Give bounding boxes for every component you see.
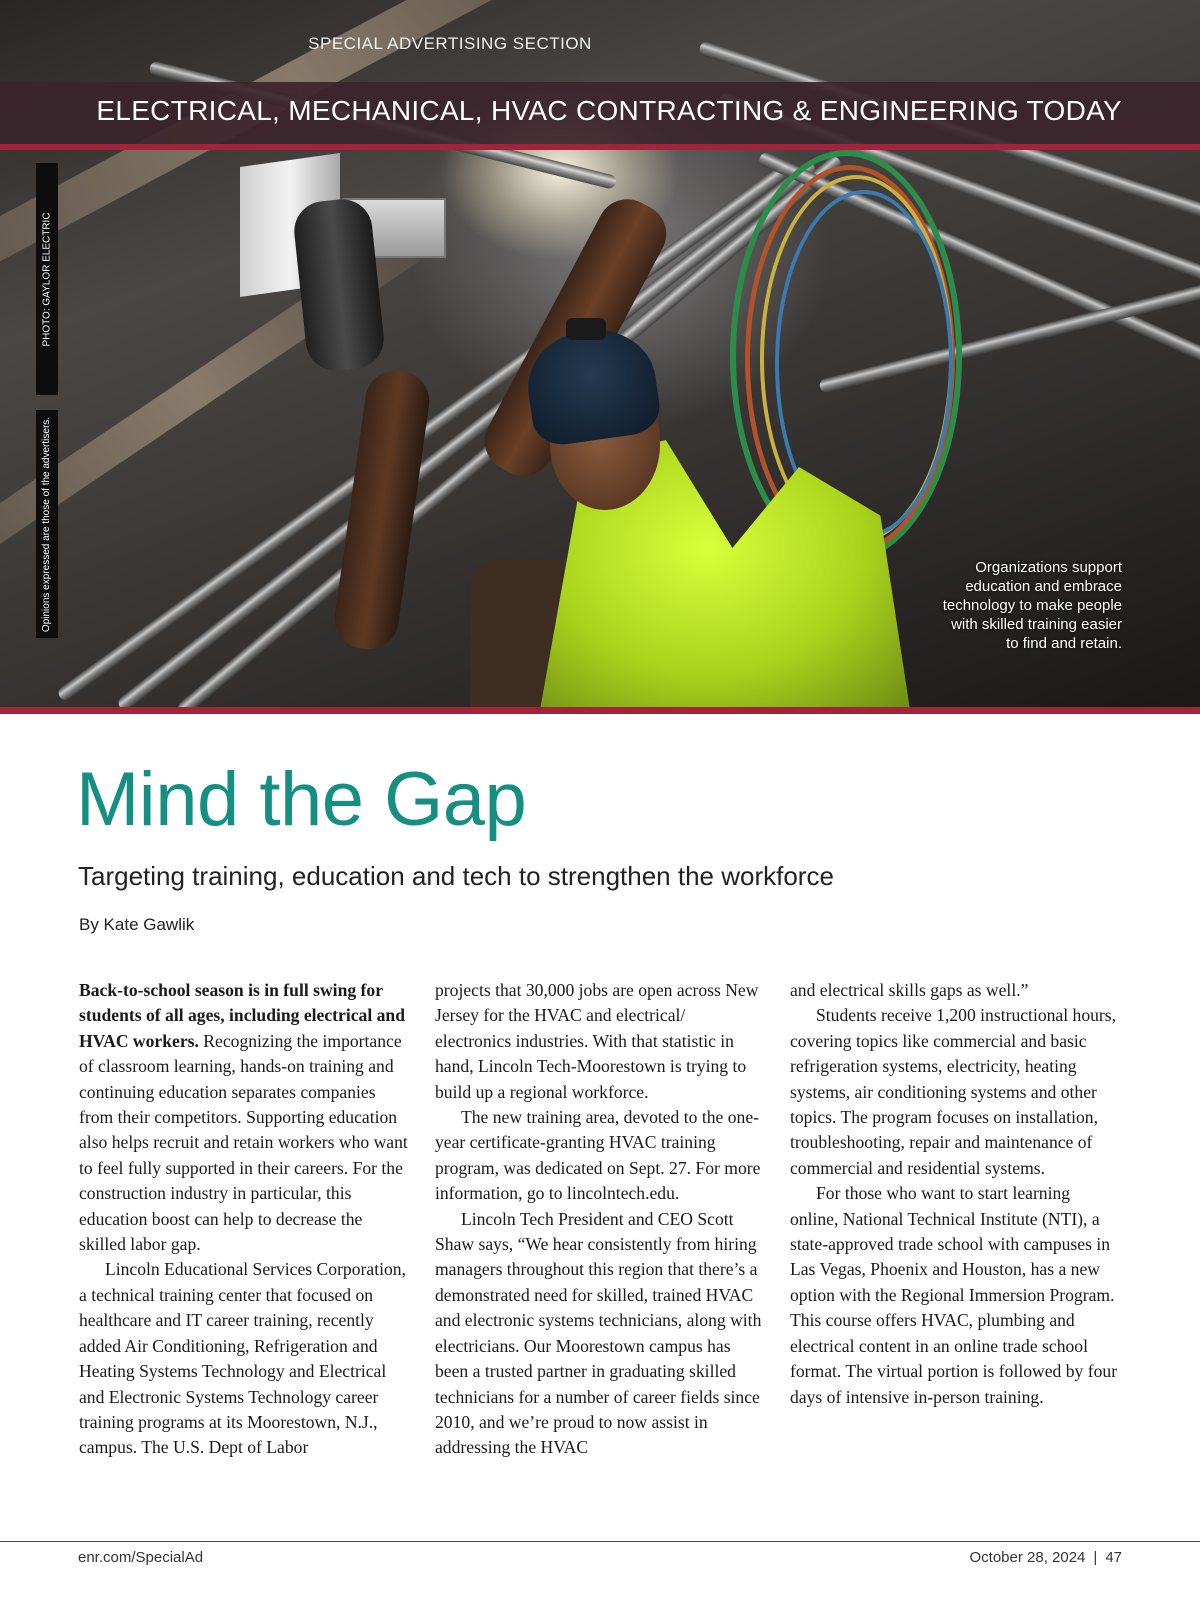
page-number: 47 <box>1105 1549 1122 1566</box>
photo-credit-tag <box>36 163 58 395</box>
photo-caption: Organizations support education and embrace technology to make people with skilled training easier to find and retain. <box>942 559 1122 652</box>
paragraph: The new training area, devoted to the one-year certificate-granting HVAC training program, was dedicated on Sept. 27. For more information, go to lincolntech.edu. <box>435 1107 761 1204</box>
article-column-1 <box>79 978 409 1461</box>
banner-title: ELECTRICAL, MECHANICAL, HVAC CONTRACTING & ENGINEERING TODAY <box>96 95 1122 126</box>
issue-date: October 28, 2024 <box>969 1549 1086 1566</box>
section-label: SPECIAL ADVERTISING SECTION <box>308 34 592 53</box>
article-headline: Mind the Gap <box>76 757 527 842</box>
paragraph: projects that 30,000 jobs are open across New Jersey for the HVAC and electrical/ electronics industries. With that statistic in hand, Lincoln Tech-Moorestown is trying to build up a regional workforce. <box>435 980 759 1102</box>
paragraph-text: Recognizing the importance of classroom learning, hands-on training and continuing education separates companies from their competitors. Supporting education also helps recruit and retain workers who want to feel fully supported in their careers. For the construction industry in particular, this education boost can help to decrease the skilled labor gap. <box>79 1030 408 1255</box>
footer-url[interactable]: enr.com/SpecialAd <box>78 1549 204 1566</box>
article-column-3 <box>790 978 1122 1410</box>
disclaimer-tag <box>36 410 58 638</box>
headlamp <box>566 318 606 340</box>
paragraph: Students receive 1,200 instructional hours, covering topics like commercial and basic refrigeration systems, electricity, heating systems, air conditioning systems and other topics. The program focuses on installation, troubleshooting, repair and maintenance of commercial and residential systems. <box>790 1005 1117 1178</box>
photo-credit: PHOTO: GAYLOR ELECTRIC <box>41 211 53 347</box>
article-byline: By Kate Gawlik <box>79 915 195 934</box>
footer-separator: | <box>1093 1549 1098 1566</box>
section-banner <box>0 82 1200 144</box>
footer-page-info <box>969 1549 1122 1566</box>
disclaimer-text: Opinions expressed are those of the advertisers. <box>41 416 53 632</box>
paragraph: and electrical skills gaps as well.” <box>790 980 1029 1000</box>
article-column-2 <box>435 978 765 1461</box>
photo-bottom-rule <box>0 707 1200 714</box>
article-subhead: Targeting training, education and tech to strengthen the workforce <box>78 861 834 891</box>
paragraph <box>79 978 409 1257</box>
lead-in: Back-to-school season is in full swing for students of all ages, including electrical and HVAC workers. <box>79 980 405 1051</box>
hero-photo <box>0 0 1200 708</box>
paragraph: Lincoln Educational Services Corporation, a technical training center that focused on healthcare and IT career training, recently added Air Conditioning, Refrigeration and Heating Systems Technology and Electrical and Electronic Systems Technology career training programs at its Moorestown, N.J., campus. The U.S. Dept of Labor <box>79 1259 406 1458</box>
paragraph: Lincoln Tech President and CEO Scott Shaw says, “We hear consistently from hiring managers throughout this region that there’s a demonstrated need for skilled, trained HVAC and electronic systems technicians, along with electricians. Our Moorestown campus has been a trusted partner in graduating skilled technicians for a number of career fields since 2010, and we’re proud to now assist in addressing the HVAC <box>435 1208 762 1458</box>
footer-rule <box>0 1541 1200 1542</box>
paragraph: For those who want to start learning online, National Technical Institute (NTI), a state-approved trade school with campuses in Las Vegas, Phoenix and Houston, has a new option with the Regional Immersion Program. This course offers HVAC, plumbing and electrical content in an online trade school format. The virtual portion is followed by four days of intensive in-person training. <box>790 1183 1118 1407</box>
banner-rule <box>0 144 1200 150</box>
